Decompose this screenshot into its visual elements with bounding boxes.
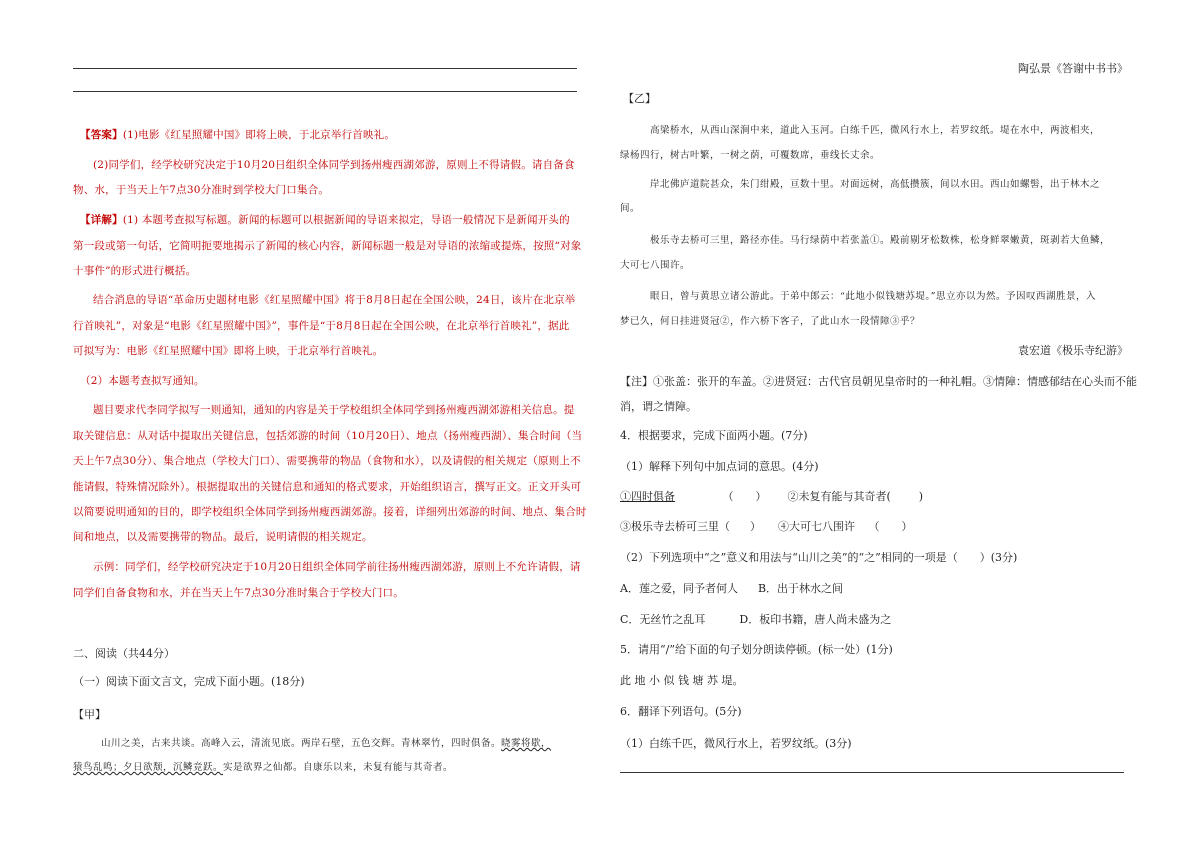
paren-close-3: ） [750,520,761,533]
q2-line-3: 天上午7点30分）、集合地点（学校大门口）、需要携带的物品（食物和水），以及请假的相关规定（原则上不 [73,455,581,467]
jia-line-1 [101,730,551,757]
question-5-text[interactable]: 此 地 小 似 钱 塘 苏 堤。 [620,674,744,687]
note-line-2: 消，谓之情障。 [620,400,697,413]
jia-text-1b: 晓雾将歇， [501,738,552,749]
option-row-2 [620,609,891,631]
question-4: 4．根据要求，完成下面两小题。(7分) [620,429,808,442]
q4-1a: ①四时俱备 [620,490,675,503]
example-line-2: 同学们自备食物和水，并在当天上午7点30分准时集合于学校大门口。 [73,587,404,599]
jia-line-2 [73,754,453,781]
yi-line-1: 高梁桥水，从西山深涧中来，道此入玉河。白练千匹，微风行水上，若罗纹纸。堤在水中，两波相夹， [650,125,1101,136]
answer-line-1 [80,123,395,149]
q2-line-2: 取关键信息：从对话中提取出关键信息，包括郊游的时间（10月20日）、地点（扬州瘦西湖）、集合时间（当 [73,430,583,442]
para2-line-2: 行首映礼”，对象是“电影《红星照耀中国》”，事件是“于8月8日起在全国公映，在北京举行首映礼”，据此 [73,320,570,332]
yi-line-5: 极乐寺去桥可三里，路径亦佳。马行绿荫中若张盖①。殿前剔牙松数株，松身鲜翠嫩黄，斑剥若大鱼鳞， [650,235,1111,246]
q4-1c: ③极乐寺去桥可三里（ [620,520,730,533]
answer-line-2: (2)同学们，经学校研究决定于10月20日组织全体同学到扬州瘦西湖郊游，原则上不得请假。请自备食 [93,159,575,171]
section-title: 二、阅读（共44分） [73,647,175,660]
question-6: 6．翻译下列语句。(5分) [620,705,742,718]
q2-line-1: 题目要求代李同学拟写一则通知，通知的内容是关于学校组织全体同学到扬州瘦西湖郊游相关信息。提 [93,404,575,416]
q4-1-row-2 [620,516,913,538]
yi-label: 【乙】 [623,92,656,105]
note-line-1: 【注】①张盖：张开的车盖。②进贤冠：古代官员朝见皇帝时的一种礼帽。③情障：情感郁结在心头而不能 [620,375,1137,388]
q2-line-6: 间和地点，以及需要携带的物品。最后，说明请假的相关规定。 [73,531,373,543]
source-1: 陶弘景《答谢中书书》 [1018,62,1128,75]
section-sub: （一）阅读下面文言文，完成下面小题。(18分) [73,675,305,688]
answer-text: (1)电影《红星照耀中国》即将上映，于北京举行首映礼。 [122,129,396,141]
jia-text-1a: 山川之美，古来共谈。高峰入云，清流见底。两岸石壁，五色交辉。青林翠竹，四时俱备。 [101,738,502,749]
question-4-1: （1）解释下列句中加点词的意思。(4分) [620,460,819,473]
yi-line-3: 岸北佛庐道院甚众，朱门绀殿，亘数十里。对面远树，高低攒簇，间以水田。西山如螺髻，出于林木之 [650,179,1101,190]
q4-1d: ④大可七八围许 [778,520,855,533]
paren-open-1: （ [722,490,734,503]
rule-line-1 [73,68,577,69]
paren-open-4: （ [868,520,880,533]
paren-close-4: ） [901,520,913,533]
detail-label: 【详解】 [80,214,123,226]
yi-line-4: 间。 [620,203,641,214]
question-5: 5．请用“/”给下面的句子划分朗读停顿。(标一处）(1分) [620,643,893,656]
q2-line-4: 能请假，特殊情况除外）。根据提取出的关键信息和通知的格式要求，开始组织语言，撰写正文。正文开头可 [73,481,582,493]
source-2: 袁宏道《极乐寺纪游》 [1018,344,1128,357]
yi-line-7: 眼日，曾与黄思立诸公游此。于弟中郎云：“此地小似钱塘苏堤。”思立亦以为然。予因叹西湖胜景，入 [650,291,1096,302]
example-line-1: 示例：同学们，经学校研究决定于10月20日组织全体同学前往扬州瘦西湖郊游，原则上不允许请假，请 [93,561,581,573]
q2-title: （2）本题考查拟写通知。 [80,375,205,387]
option-d[interactable]: D．板印书籍，唐人尚未盛为之 [739,613,892,626]
yi-line-6: 大可七八围许。 [620,260,691,271]
q4-1b: ②未复有能与其奇者( [787,490,891,503]
detail-line-1 [80,208,570,234]
detail-text: (1) 本题考查拟写标题。新闻的标题可以根据新闻的导语来拟定，导语一般情况下是新闻开头的 [122,214,570,226]
paren-close-2: ) [918,490,924,503]
rule-line-2 [73,91,577,92]
answer-line-right[interactable] [620,772,1124,773]
para2-line-1: 结合消息的导语“革命历史题材电影《红星照耀中国》将于8月8日起在全国公映，24日，该片在北京举 [93,294,576,306]
question-4-2: （2）下列选项中“之”意义和用法与“山川之美”的“之”相同的一项是（ ）(3分) [620,551,1018,564]
option-b[interactable]: B．出于林水之间 [757,582,844,595]
option-a[interactable]: A．莲之爱，同予者何人 [620,582,738,595]
answer-line-3: 物、水，于当天上午7点30分准时到学校大门口集合。 [73,184,330,196]
question-6-1: （1）白练千匹，微风行水上，若罗纹纸。(3分) [620,737,852,750]
paren-close-1: ） [755,490,767,503]
yi-line-8: 梦已久，何日挂进贤冠②，作六桥下客子，了此山水一段情障③乎？ [620,316,921,327]
yi-line-2: 绿杨四行，树古叶繁，一树之荫，可覆数席，垂线长丈余。 [620,150,881,161]
option-c[interactable]: C．无丝竹之乱耳 [620,613,706,626]
option-row-1 [620,578,843,600]
detail-line-2: 第一段或第一句话，它简明扼要地揭示了新闻的核心内容，新闻标题一般是对导语的浓缩或提炼，按照“对象 [73,240,582,252]
detail-line-3: 十事件”的形式进行概括。 [73,265,197,277]
jia-label: 【甲】 [73,708,106,721]
jia-text-2b: 实是欲界之仙都。自康乐以来，未复有能与其奇者。 [223,762,454,773]
para2-line-3: 可拟写为：电影《红星照耀中国》即将上映，于北京举行首映礼。 [73,345,384,357]
answer-label: 【答案】 [80,129,123,141]
jia-text-2a: 猿鸟乱鸣；夕日欲颓，沉鳞竞跃。 [73,762,224,773]
q2-line-5: 以简要说明通知的目的，即学校组织全体同学到扬州瘦西湖郊游。接着，详细列出郊游的时间、地点、集合时 [73,506,587,518]
q4-1-row-1 [620,486,923,508]
